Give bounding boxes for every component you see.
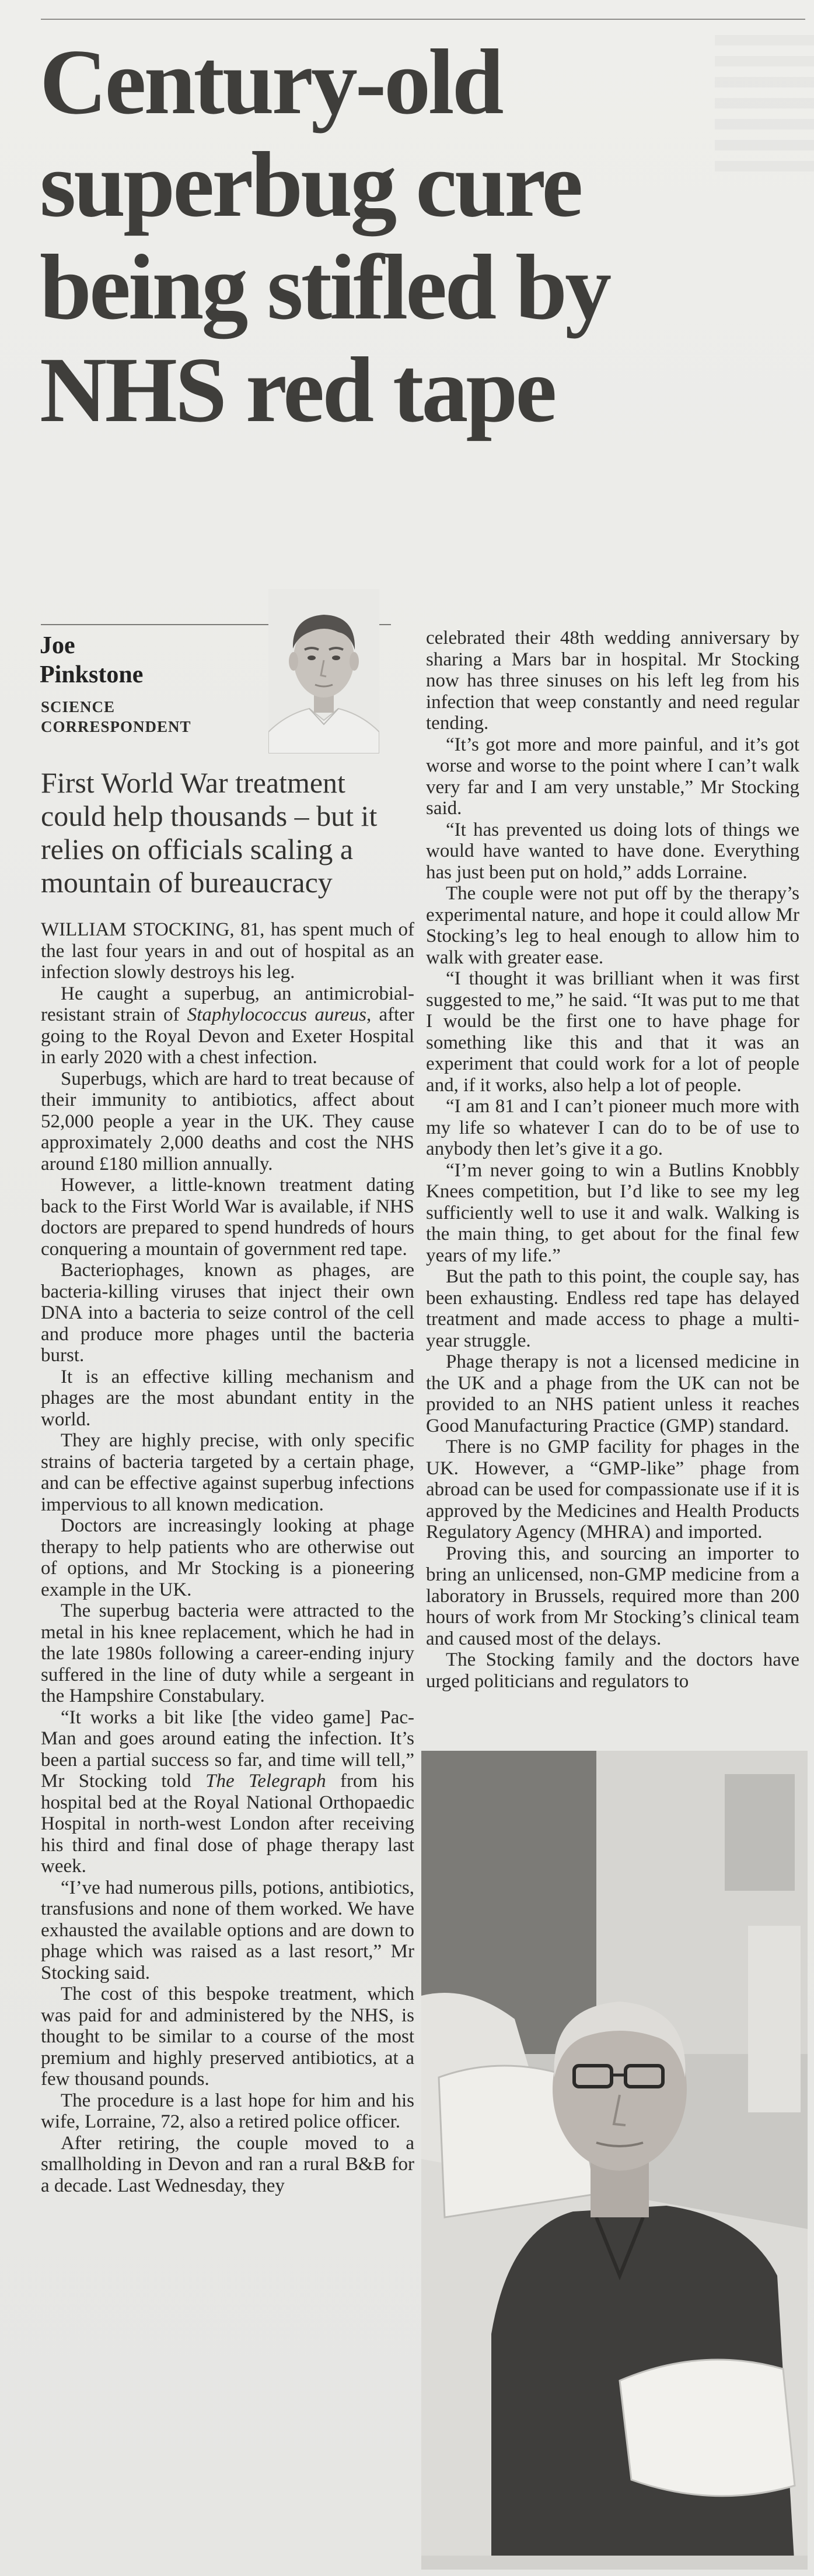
article-paragraph: The procedure is a last hope for him and his wife, Lorraine, 72, also a retired police officer. <box>41 2090 414 2132</box>
article-paragraph: Bacteriophages, known as phages, are bacteria-killing viruses that inject their own DNA into a bacteria to seize control of the cell and produce more phages until the bacteria burst. <box>41 1260 414 1366</box>
article-paragraph: But the path to this point, the couple say, has been exhausting. Endless red tape has delayed treatment and made access to phage a multi-year struggle. <box>426 1266 799 1351</box>
lead-caps: WILLIAM STOCKING <box>41 919 230 940</box>
author-portrait-illustration <box>268 589 379 753</box>
article-paragraph: “I am 81 and I can’t pioneer much more with my life so whatever I can do to be of use to anybody then let’s give it a go. <box>426 1096 799 1159</box>
article-paragraph: “I’ve had numerous pills, potions, antibiotics, transfusions and none of them worked. We have exhausted the available options and are down to phage which was raised as a last resort,” Mr Stocking said. <box>41 1877 414 1983</box>
article-paragraph: The couple were not put off by the therapy’s experimental nature, and hope it could allow Mr Stocking’s leg to heal enough to allow him to walk with greater ease. <box>426 883 799 968</box>
paragraph-text: He caught a superbug, an antimicrobial-resistant strain of <box>41 983 414 1025</box>
publication-name: The Telegraph <box>205 1771 326 1792</box>
article-paragraph: celebrated their 48th wedding anniversary by sharing a Mars bar in hospital. Mr Stocking now has three sinuses on his left leg from his infection that weep constantly and need regular tending. <box>426 628 799 734</box>
hospital-bed-illustration <box>421 1751 808 2570</box>
article-paragraph: It is an effective killing mechanism and phages are the most abundant entity in the world. <box>41 1366 414 1430</box>
headline-line: Century-old <box>40 30 502 134</box>
paragraph-text: , 81, has spent much of the last four years in and out of hospital as an infection slowly destroys his leg. <box>41 919 414 983</box>
headline-line: NHS red tape <box>40 338 555 441</box>
author-first-name: Joe <box>40 632 75 659</box>
paragraph-text: “It works a bit like [the video game] Pac-Man and goes around eating the infection. It’s been a partial success so far, and time will tell,” Mr Stocking told <box>41 1706 414 1792</box>
article-paragraph: Superbugs, which are hard to treat because of their immunity to antibiotics, affect about 52,000 people a year in the UK. They cause approximately 2,000 deaths and cost the NHS around £180 million annually. <box>41 1068 414 1175</box>
article-paragraph: The cost of this bespoke treatment, which was paid for and administered by the NHS, is thought to be similar to a course of the most premium and highly preserved antibiotics, at a few thousand pounds. <box>41 1983 414 2090</box>
article-paragraph: Proving this, and sourcing an importer to bring an unlicensed, non-GMP medicine from a laboratory in Brussels, required more than 200 hours of work from Mr Stocking’s clinical team and caused most of the delays. <box>426 1543 799 1649</box>
patient-photo <box>421 1751 808 2570</box>
author-title <box>41 697 191 737</box>
author-last-name: Pinkstone <box>40 661 144 688</box>
paragraph-text: , after going to the Royal Devon and Exeter Hospital in early 2020 with a chest infection. <box>41 1004 414 1068</box>
author-headshot <box>268 589 379 753</box>
headline <box>40 30 804 441</box>
article-paragraph: “It has prevented us doing lots of things we would have wanted to have done. Everything has just been put on hold,” adds Lorraine. <box>426 819 799 883</box>
article-paragraph: “I’m never going to win a Butlins Knobbly Knees competition, but I’d like to see my leg sufficiently well to use it and walk. Walking is the main thing, to get about for the final few years of my life.” <box>426 1159 799 1266</box>
standfirst: First World War treatment could help thousands – but it relies on officials scaling a mountain of bureaucracy <box>41 766 378 899</box>
author-title-line: CORRESPONDENT <box>41 718 191 735</box>
article-paragraph <box>41 919 414 983</box>
article-paragraph: Phage therapy is not a licensed medicine in the UK and a phage from the UK can not be provided to an NHS patient unless it reaches Good Manufacturing Practice (GMP) standard. <box>426 1351 799 1436</box>
article-paragraph: The superbug bacteria were attracted to the metal in his knee replacement, which he had in the late 1980s following a career-ending injury suffered in the line of duty while a sergeant in the Hampshire Constabulary. <box>41 1600 414 1706</box>
article-paragraph: “It’s got more and more painful, and it’s got worse and worse to the point where I can’t walk very far and I am very unstable,” Mr Stocking said. <box>426 734 799 819</box>
article-column-2 <box>426 628 799 1692</box>
article-column-1 <box>41 919 414 2196</box>
article-paragraph: After retiring, the couple moved to a smallholding in Devon and ran a rural B&B for a decade. Last Wednesday, they <box>41 2132 414 2196</box>
paragraph-text: from his hospital bed at the Royal National Orthopaedic Hospital in north-west London after receiving his third and final dose of phage therapy last week. <box>41 1771 414 1877</box>
author-name <box>40 631 143 689</box>
top-rule <box>41 19 805 20</box>
headline-line: superbug cure <box>40 132 581 236</box>
article-paragraph: However, a little-known treatment dating back to the First World War is available, if NHS doctors are prepared to spend hundreds of hours conquering a mountain of government red tape. <box>41 1175 414 1260</box>
article-paragraph: There is no GMP facility for phages in the UK. However, a “GMP-like” phage from abroad can be used for compassionate use if it is approved by the Medicines and Health Products Regulatory Agency (MHRA) and imported. <box>426 1436 799 1543</box>
headline-line: being stifled by <box>40 235 610 339</box>
article-paragraph <box>41 1707 414 1877</box>
species-name: Staphylococcus aureus <box>187 1004 366 1025</box>
author-title-line: SCIENCE <box>41 698 116 716</box>
article-paragraph <box>41 983 414 1068</box>
article-paragraph: They are highly precise, with only specific strains of bacteria targeted by a certain phage, and can be effective against superbug infections impervious to all known medication. <box>41 1430 414 1515</box>
article-paragraph: Doctors are increasingly looking at phage therapy to help patients who are otherwise out of options, and Mr Stocking is a pioneering example in the UK. <box>41 1515 414 1600</box>
article-paragraph: The Stocking family and the doctors have urged politicians and regulators to <box>426 1649 799 1692</box>
article-paragraph: “I thought it was brilliant when it was first suggested to me,” he said. “It was put to me that I would be the first one to have phage for something like this and that it was an experiment that could work for a lot of people and, if it works, also help a lot of people. <box>426 968 799 1096</box>
